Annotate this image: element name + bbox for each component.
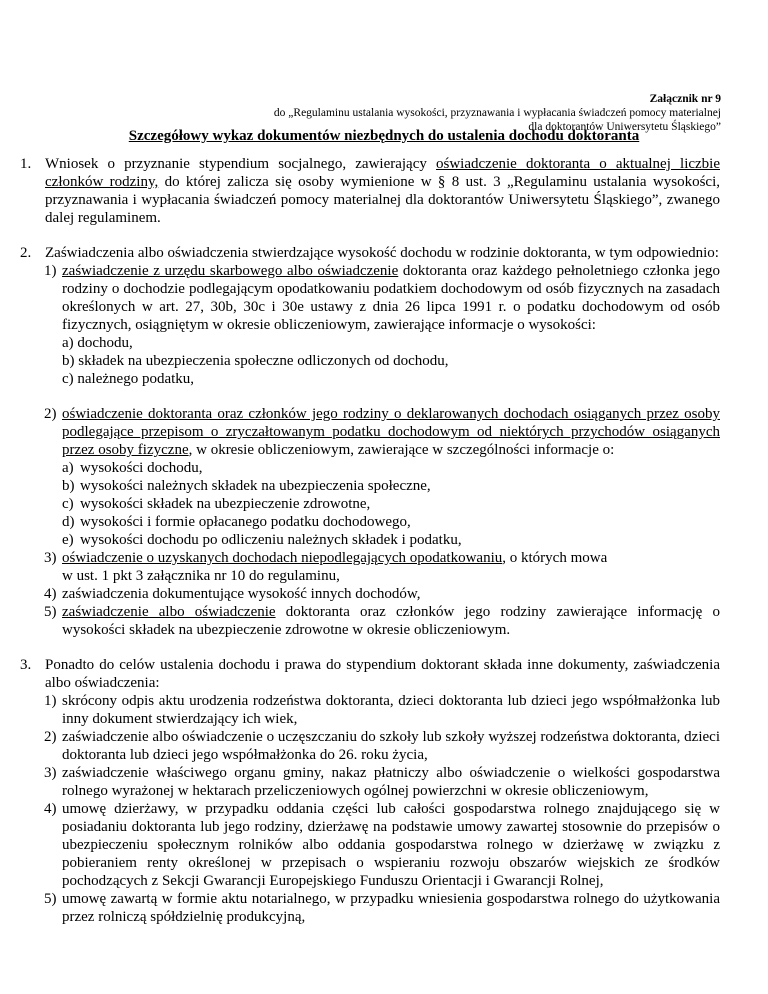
subpoint-5 [44, 890, 720, 926]
underlined-text: zaświadczenie albo oświadczenie [62, 604, 276, 620]
letter-text: wysokości i formie opłacanego podatku dochodowego, [80, 514, 411, 530]
subpoint-text: zaświadczenia dokumentujące wysokość innych dochodów, [62, 586, 421, 602]
letter-text: wysokości dochodu, [80, 460, 203, 476]
subpoint-number: 1) [44, 693, 57, 709]
subpoint-text: w ust. 1 pkt 3 załącznika nr 10 do regulaminu, [62, 568, 340, 584]
underlined-text: zaświadczenie z urzędu skarbowego albo oświadczenie [62, 263, 399, 279]
letter-item: b) składek na ubezpieczenia społeczne odliczonych od dochodu, [62, 353, 449, 369]
subpoint-text: umowę zawartą w formie aktu notarialnego, w przypadku wniesienia gospodarstwa rolnego do użytkowania przez rolniczą spółdzielnię produkcyjną, [62, 891, 720, 925]
underlined-text: oświadczenie o uzyskanych dochodach niepodlegających opodatkowaniu [62, 550, 503, 566]
attachment-reference-line1: do „Regulaminu ustalania wysokości, przyznawania i wypłacania świadczeń pomocy materialnej [273, 107, 721, 119]
subpoint-2 [44, 728, 720, 764]
subpoint-text: skrócony odpis aktu urodzenia rodzeństwa doktoranta, dzieci doktoranta lub dzieci jego współmałżonka lub inny dokument stwierdzający ich wiek, [62, 693, 720, 727]
letter-key: b) [62, 478, 75, 494]
subpoint-number: 4) [44, 586, 57, 602]
point-intro: Ponadto do celów ustalenia dochodu i prawa do stypendium doktorant składa inne dokumenty, zaświadczenia albo oświadczenia: [45, 657, 720, 691]
letter-list [62, 334, 720, 388]
subpoint-text: zaświadczenie albo oświadczenie o uczęszczaniu do szkoły lub szkoły wyższej rodzeństwa doktoranta, dzieci doktoranta lub dzieci jego współmałżonka do 26. roku życia, [62, 729, 720, 763]
point-text: do której zalicza się osoby wymienione w § 8 ust. 3 „Regulaminu ustalania wysokości, przyznawania i wypłacania świadczeń pomocy materialnej dla doktorantów Uniwersytetu Śląskiego”, zwanego dalej regulaminem. [45, 174, 720, 226]
letter-text: wysokości dochodu po odliczeniu należnych składek i podatku, [80, 532, 462, 548]
attachment-reference-line2: dla doktorantów Uniwersytetu Śląskiego” [528, 121, 721, 133]
document-title: Szczegółowy wykaz dokumentów niezbędnych do ustalenia dochodu doktoranta [128, 128, 640, 144]
subpoint-text: zaświadczenie właściwego organu gminy, nakaz płatniczy albo oświadczenie o wielkości gospodarstwa rolnego wyrażonej w hektarach przeliczeniowych ogólnej powierzchni w okresie obliczeniowym, [62, 765, 720, 799]
point-number: 2. [20, 245, 32, 261]
subpoint-number: 5) [44, 604, 57, 620]
subpoint-4 [44, 585, 720, 603]
letter-item [62, 513, 720, 531]
point-text: Wniosek o przyznanie stypendium socjalnego, zawierający [45, 156, 437, 172]
letter-item [62, 531, 720, 549]
point-1 [20, 155, 720, 227]
subpoint-number: 2) [44, 406, 57, 422]
subpoint-text: , o których mowa [502, 550, 608, 566]
subpoint-number: 1) [44, 263, 57, 279]
underlined-text: oświadczenie doktoranta oraz członków jego rodziny o deklarowanych dochodach osiąganych przez osoby podlegające przepisom o zryczałtowanym podatku dochodowym od niektórych przychodów osiąganych przez osoby fizyczne [62, 406, 720, 458]
letter-item [62, 459, 720, 477]
subpoint-3 [44, 764, 720, 800]
letter-text: wysokości składek na ubezpieczenie zdrowotne, [80, 496, 371, 512]
letter-key: d) [62, 514, 75, 530]
subpoint-1 [44, 692, 720, 728]
letter-key: a) [62, 460, 74, 476]
letter-item [62, 495, 720, 513]
point-2 [20, 244, 720, 639]
subpoint-number: 3) [44, 550, 57, 566]
subpoint-number: 5) [44, 891, 57, 907]
letter-list [62, 459, 720, 549]
point-number: 3. [20, 657, 32, 673]
point-3 [20, 656, 720, 926]
subpoint-number: 2) [44, 729, 57, 745]
point-intro: Zaświadczenia albo oświadczenia stwierdzające wysokość dochodu w rodzinie doktoranta, w tym odpowiednio: [45, 245, 719, 261]
letter-key: e) [62, 532, 74, 548]
subpoint-text: doktoranta oraz każdego pełnoletniego członka jego rodziny o dochodzie podlegającym opodatkowaniu podatkiem dochodowym od osób fizycznych na zasadach określonych w art. 27, 30b, 30c i 30e ustawy z dnia 26 lipca 1991 r. o podatku dochodowym od osób fizycznych, osiągniętym w okresie obliczeniowym, zawierające informacje o wysokości: [62, 263, 720, 333]
subpoint-2 [44, 405, 720, 549]
subpoint-number: 4) [44, 801, 57, 817]
subpoint-text: doktoranta oraz członków jego rodziny zawierające informację o wysokości składek na ubezpieczenie zdrowotne w okresie obliczeniowym. [62, 604, 720, 638]
subpoint-number: 3) [44, 765, 57, 781]
subpoint-text: umowę dzierżawy, w przypadku oddania części lub całości gospodarstwa rolnego znajdującego się w posiadaniu doktoranta lub jego rodziny, dzierżawę na podstawie umowy zawartej stosownie do przepisów o ubezpieczeniu społecznym rolników albo oddania gospodarstwa rolnego w dzierżawę w związku z pobieraniem renty określonej w przepisach o wspieraniu rozwoju obszarów wiejskich ze środków pochodzących z Sekcji Gwarancji Europejskiego Funduszu Orientacji i Gwarancji Rolnej, [62, 801, 720, 889]
underlined-text: oświadczenie doktoranta o aktualnej liczbie członków rodziny, [45, 156, 720, 190]
subpoint-4 [44, 800, 720, 890]
document-body [0, 155, 768, 926]
subpoint-text: , w okresie obliczeniowym, zawierające w szczególności informacje o: [188, 442, 615, 458]
point-number: 1. [20, 156, 32, 172]
letter-key: c) [62, 496, 74, 512]
subpoint-5 [44, 603, 720, 639]
letter-item: c) należnego podatku, [62, 371, 195, 387]
subpoint-3 [44, 549, 720, 585]
letter-item: a) dochodu, [62, 335, 133, 351]
letter-text: wysokości należnych składek na ubezpieczenia społeczne, [80, 478, 431, 494]
attachment-number: Załącznik nr 9 [649, 93, 721, 105]
subpoint-1 [44, 262, 720, 388]
letter-item [62, 477, 720, 495]
